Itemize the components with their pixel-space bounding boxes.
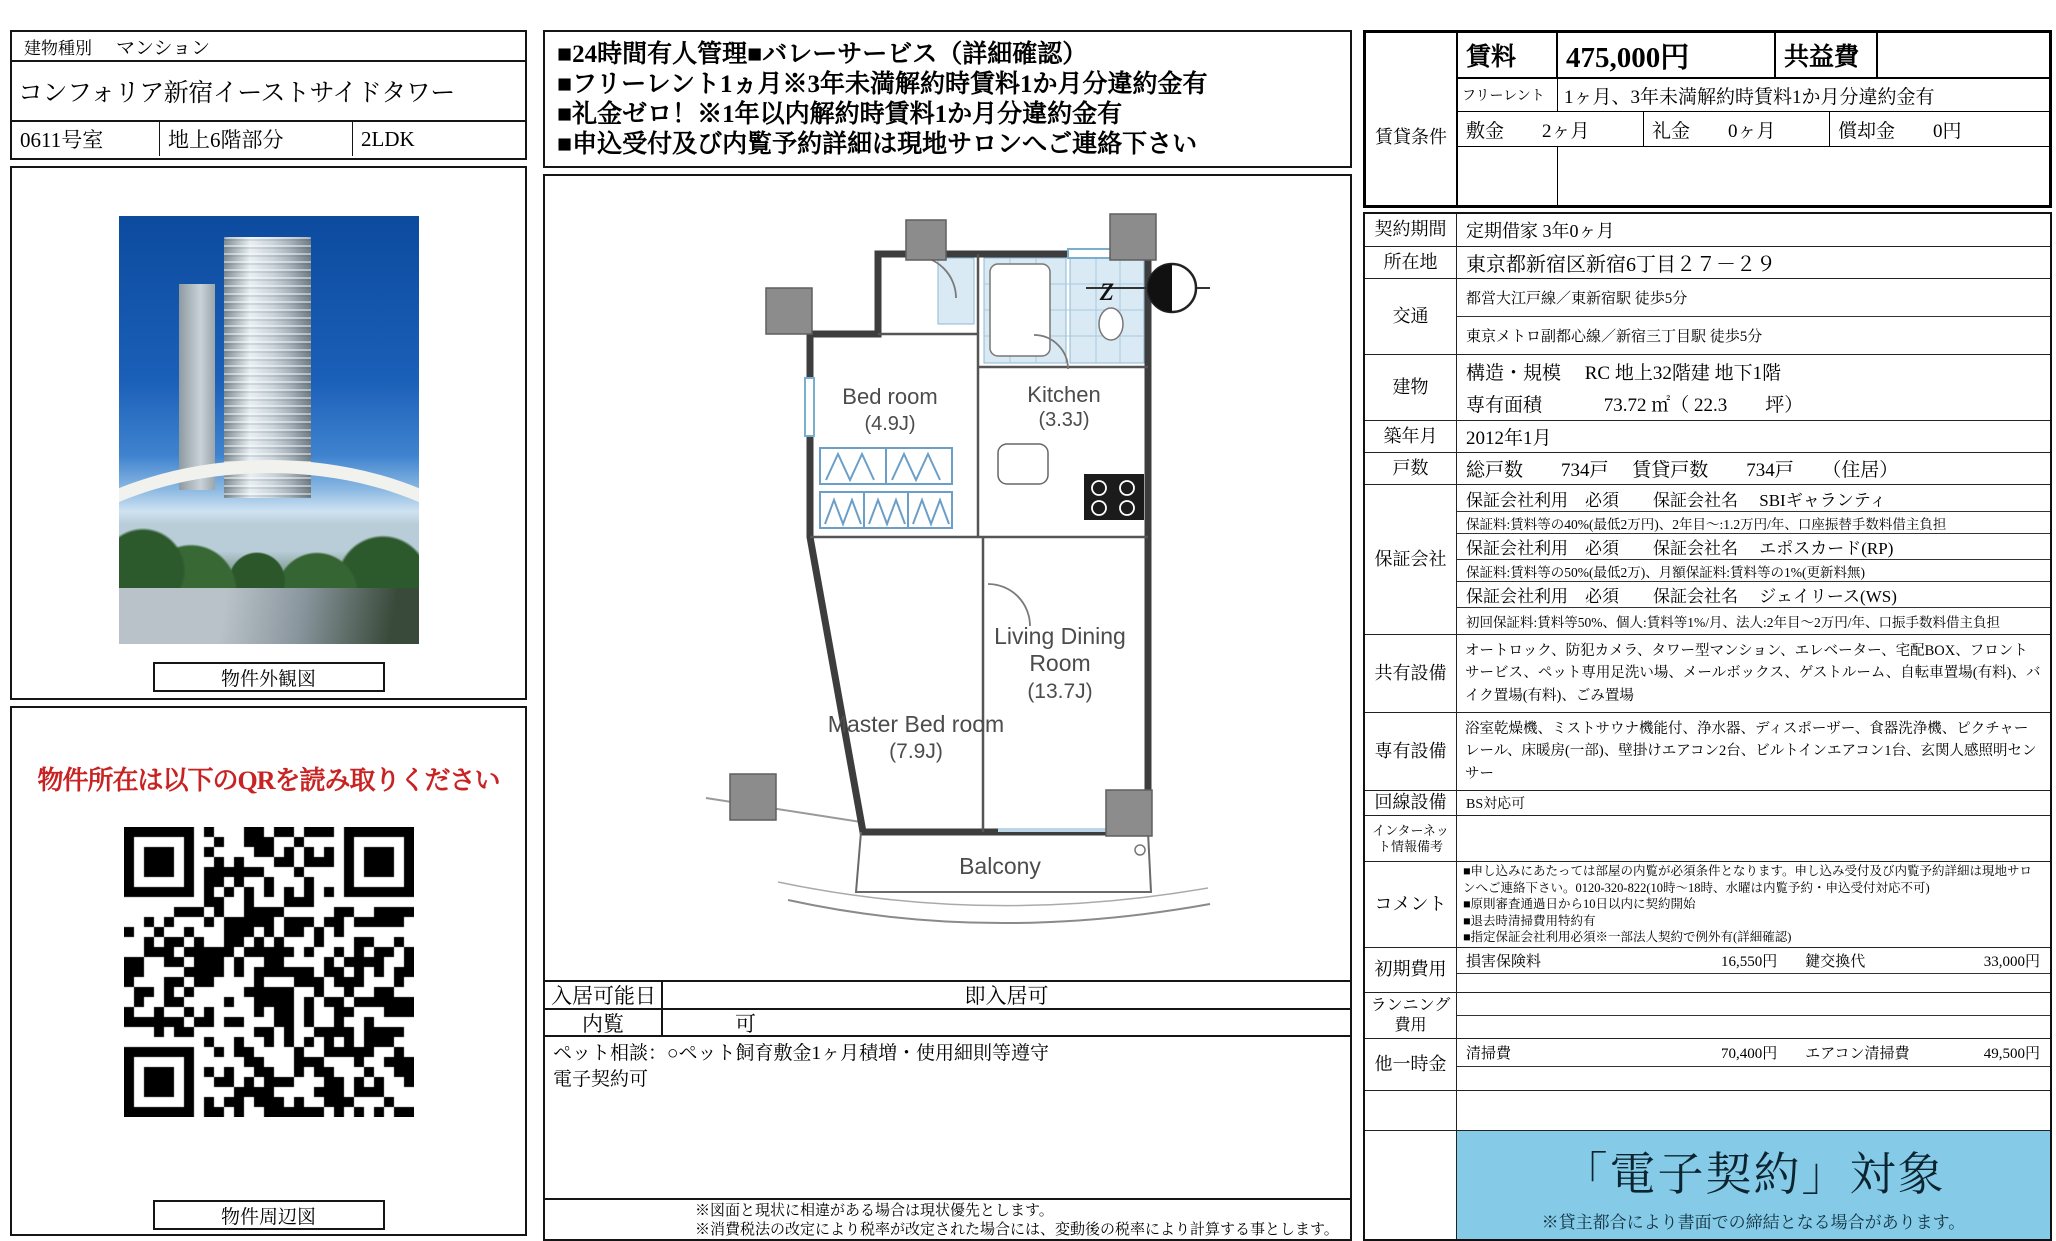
shared-facilities-row xyxy=(1365,634,2050,712)
window-left xyxy=(805,378,814,436)
guarantor-line: 保証会社利用 必須 保証会社名 SBIギャランティ xyxy=(1466,490,1887,510)
guarantor-label: 保証会社 xyxy=(1365,485,1457,634)
initial-fee-value-2: 33,000円 xyxy=(1983,954,2040,970)
address-value: 東京都新宿区新宿6丁目２７－２９ xyxy=(1466,254,1776,276)
private-facilities-value: 浴室乾燥機、ミストサウナ機能付、浄水器、ディスポーザー、食器洗浄機、ピクチャーレール、床暖房(一部)、壁掛けエアコン2台、ビルトインエアコン1台、玄関人感照明センサー xyxy=(1465,720,2037,782)
rent-value: 475,000円 xyxy=(1558,33,1776,77)
contract-value: 定期借家 3年0ヶ月 xyxy=(1466,221,1615,241)
units-label: 戸数 xyxy=(1365,453,1457,484)
contract-row xyxy=(1365,214,2050,246)
map-caption xyxy=(153,1200,385,1230)
balcony-drain xyxy=(1135,845,1145,855)
qr-panel xyxy=(10,706,527,1236)
initial-cost-empty xyxy=(1457,973,2050,992)
guarantor-line: 初回保証料:賃料等50%、個人:賃料等1%/月、法人:2年目～2万円/年、口振手数料借主負担 xyxy=(1457,607,2050,634)
qr-code xyxy=(124,827,414,1117)
building-row xyxy=(1365,354,2050,420)
internet-label: インターネット情報備考 xyxy=(1365,816,1457,861)
bedroom-label: Bed room xyxy=(842,384,938,409)
room-layout: 2LDK xyxy=(361,126,415,151)
onetime-fee-name-2: エアコン清掃費 xyxy=(1805,1046,1910,1062)
comment-line: ■原則審査通過日から10日以内に契約開始 xyxy=(1463,897,1696,912)
footnotes-panel xyxy=(543,1198,1352,1241)
balcony-label: Balcony xyxy=(959,853,1041,879)
photo-caption xyxy=(153,662,385,692)
building-name: コンフォリア新宿イーストサイドタワー xyxy=(18,80,455,107)
line-facilities-row xyxy=(1365,790,2050,815)
move-in-value: 即入居可 xyxy=(964,984,1049,1008)
units-value: 総戸数 734戸 賃貸戸数 734戸 （住居） xyxy=(1466,460,1899,481)
freerent-value: 1ヶ月、3年未満解約時賃料1か月分違約金有 xyxy=(1564,86,1935,108)
access-row xyxy=(1365,278,2050,354)
property-header-table xyxy=(10,30,527,160)
viewing-row xyxy=(543,1008,1352,1037)
note-line: 電子契約可 xyxy=(553,1069,649,1090)
master-label: Master Bed room xyxy=(827,711,1005,737)
building-type-value: マンション xyxy=(116,37,211,59)
floor-position: 地上6階部分 xyxy=(160,122,353,156)
comment-line: ■申し込みにあたっては部屋の内覧が必須条件となります。申し込み受付及び内覧予約詳細は現地サロンへご連絡下さい。0120-320-822(10時～18時、水曜は内覧予約・申込受付対応不可) xyxy=(1463,864,2033,895)
kitchen-label: Kitchen xyxy=(1027,382,1101,407)
feature-line: ■礼金ゼロ！※1年以内解約時賃料1か月分違約金有 xyxy=(557,101,1123,128)
compass-label: z xyxy=(1100,268,1115,308)
site-boundary-line xyxy=(778,882,1208,906)
private-facilities-row xyxy=(1365,712,2050,790)
move-in-label: 入居可能日 xyxy=(545,982,663,1008)
middle-column xyxy=(543,30,1352,1238)
initial-fee-value-1: 16,550円 xyxy=(1720,954,1778,970)
master-size: (7.9J) xyxy=(889,740,943,763)
rent-group-label: 賃貸条件 xyxy=(1366,33,1458,205)
building-label: 建物 xyxy=(1365,355,1457,420)
guarantor-line: 保証会社利用 必須 保証会社名 ジェイリース(WS) xyxy=(1457,581,2050,607)
amortization-cell: 償却金 0円 xyxy=(1838,120,1962,142)
guarantor-row xyxy=(1365,484,2050,634)
e-contract-row xyxy=(1365,1130,2050,1239)
onetime-fee-value-2: 49,500円 xyxy=(1983,1046,2040,1062)
comment-line: ■指定保証会社利用必須※一部法人契約で例外有(詳細確認) xyxy=(1463,930,1792,945)
rent-empty-row xyxy=(1458,147,2049,205)
features-panel xyxy=(543,30,1352,168)
feature-line: ■フリーレント1ヵ月※3年未満解約時賃料1か月分違約金有 xyxy=(557,71,1208,98)
kitchen-sink xyxy=(998,444,1048,484)
running-cost-empty xyxy=(1457,1015,2050,1038)
onetime-cost-label: 他一時金 xyxy=(1365,1039,1457,1090)
rent-table xyxy=(1363,30,2052,208)
contract-label: 契約期間 xyxy=(1365,214,1457,246)
running-cost-label: ランニング費用 xyxy=(1365,993,1457,1038)
bedroom-size: (4.9J) xyxy=(864,413,916,435)
spacer-row xyxy=(1365,1090,2050,1130)
private-facilities-label: 専有設備 xyxy=(1365,713,1457,790)
notes-panel xyxy=(543,1035,1352,1200)
line-facilities-label: 回線設備 xyxy=(1365,791,1457,815)
photo-caption-text: 物件外観図 xyxy=(220,668,316,690)
onetime-fee-value-1: 70,400円 xyxy=(1720,1046,1778,1062)
comment-row xyxy=(1365,861,2050,947)
photo-panel xyxy=(10,166,527,700)
kitchen-size: (3.3J) xyxy=(1038,409,1090,431)
bathtub xyxy=(990,264,1050,356)
e-contract-banner xyxy=(1457,1131,2050,1239)
move-in-row xyxy=(543,980,1352,1010)
onetime-cost-empty xyxy=(1457,1066,2050,1090)
e-contract-note: ※貸主都合により書面での締結となる場合があります。 xyxy=(1541,1212,1966,1232)
internet-value xyxy=(1457,816,2050,861)
rent-label: 賃料 xyxy=(1458,33,1558,77)
map-caption-text: 物件周辺図 xyxy=(220,1206,316,1228)
service-fee-label: 共益費 xyxy=(1776,33,1878,77)
tower-silhouette-secondary xyxy=(179,284,215,489)
left-column xyxy=(10,30,527,1228)
internet-row xyxy=(1365,815,2050,861)
running-cost-row xyxy=(1365,992,2050,1038)
address-label: 所在地 xyxy=(1365,247,1457,278)
onetime-fee-name-1: 清掃費 xyxy=(1466,1046,1512,1062)
feature-line: ■24時間有人管理■バレーサービス（詳細確認） xyxy=(557,41,1088,68)
access-line: 都営大江戸線／東新宿駅 徒歩5分 xyxy=(1466,291,1688,307)
key-money-cell: 礼金 0ヶ月 xyxy=(1644,112,1830,146)
service-fee-value xyxy=(1878,33,2049,77)
guarantor-line: 保証会社利用 必須 保証会社名 エポスカード(RP) xyxy=(1457,533,2050,559)
room-number: 0611号室 xyxy=(12,122,160,156)
toilet xyxy=(1099,308,1123,340)
building-photo xyxy=(119,216,419,644)
built-label: 築年月 xyxy=(1365,421,1457,452)
living-label-2: Room xyxy=(1029,650,1091,676)
note-line: ペット相談：○ペット飼育敷金1ヶ月積増・使用細則等遵守 xyxy=(553,1043,1049,1064)
site-boundary-line2 xyxy=(788,900,1210,923)
comment-line: ■退去時清掃費用特約有 xyxy=(1463,913,1596,928)
right-column xyxy=(1363,30,2052,1232)
built-value: 2012年1月 xyxy=(1466,428,1552,449)
white-canopy-ring xyxy=(119,460,419,644)
guarantor-line: 保証料:賃料等の40%(最低2万円)、2年目～:1.2万円/年、口座振替手数料借主負担 xyxy=(1457,511,2050,533)
viewing-label: 内覧 xyxy=(545,1010,663,1035)
shared-facilities-label: 共有設備 xyxy=(1365,635,1457,712)
floorplan-panel xyxy=(543,174,1352,982)
building-type-label: 建物種別 xyxy=(24,38,92,58)
address-row xyxy=(1365,246,2050,278)
area-value: 専有面積 73.72 ㎡（ 22.3 坪） xyxy=(1466,395,1804,417)
access-line: 東京メトロ副都心線／新宿三丁目駅 徒歩5分 xyxy=(1457,316,2050,354)
living-size: (13.7J) xyxy=(1027,680,1093,703)
footnote-line: ※消費税法の改定により税率が改定された場合には、変動後の税率により計算する事とします。 xyxy=(695,1222,1339,1238)
running-cost-empty xyxy=(1457,993,2050,1015)
initial-fee-name-1: 損害保険料 xyxy=(1466,954,1542,970)
comment-label: コメント xyxy=(1365,862,1457,947)
floorplan-svg xyxy=(648,192,1248,962)
units-row xyxy=(1365,452,2050,484)
shared-facilities-value: オートロック、防犯カメラ、タワー型マンション、エレベーター、宅配BOX、フロントサービス、ペット専用足洗い場、メールボックス、ゲストルーム、自転車置場(有料)、バイク置場(有料)、ごみ置場 xyxy=(1465,642,2041,704)
access-label: 交通 xyxy=(1365,279,1457,354)
deposit-cell: 敷金 2ヶ月 xyxy=(1458,112,1644,146)
line-facilities-value: BS対応可 xyxy=(1466,797,1526,812)
initial-fee-name-2: 鍵交換代 xyxy=(1805,954,1866,970)
built-row xyxy=(1365,420,2050,452)
living-label-1: Living Dining xyxy=(994,623,1126,649)
freerent-label: フリーレント xyxy=(1458,79,1558,111)
onetime-cost-row xyxy=(1365,1038,2050,1090)
initial-cost-label: 初期費用 xyxy=(1365,948,1457,992)
viewing-value: 可 xyxy=(735,1011,756,1036)
footnote-line: ※図面と現状に相違がある場合は現状優先とします。 xyxy=(695,1203,1054,1219)
qr-heading: 物件所在は以下のQRを読み取りください xyxy=(37,766,500,795)
guarantor-line: 保証料:賃料等の50%(最低2万)、月額保証料:賃料等の1%(更新料無) xyxy=(1457,559,2050,581)
details-table xyxy=(1363,212,2052,1241)
structure-value: 構造・規模 RC 地上32階建 地下1階 xyxy=(1466,362,1782,384)
feature-line: ■申込受付及び内覧予約詳細は現地サロンへご連絡下さい xyxy=(557,131,1198,158)
initial-cost-row xyxy=(1365,947,2050,992)
e-contract-title: 「電子契約」対象 xyxy=(1561,1148,1946,1200)
